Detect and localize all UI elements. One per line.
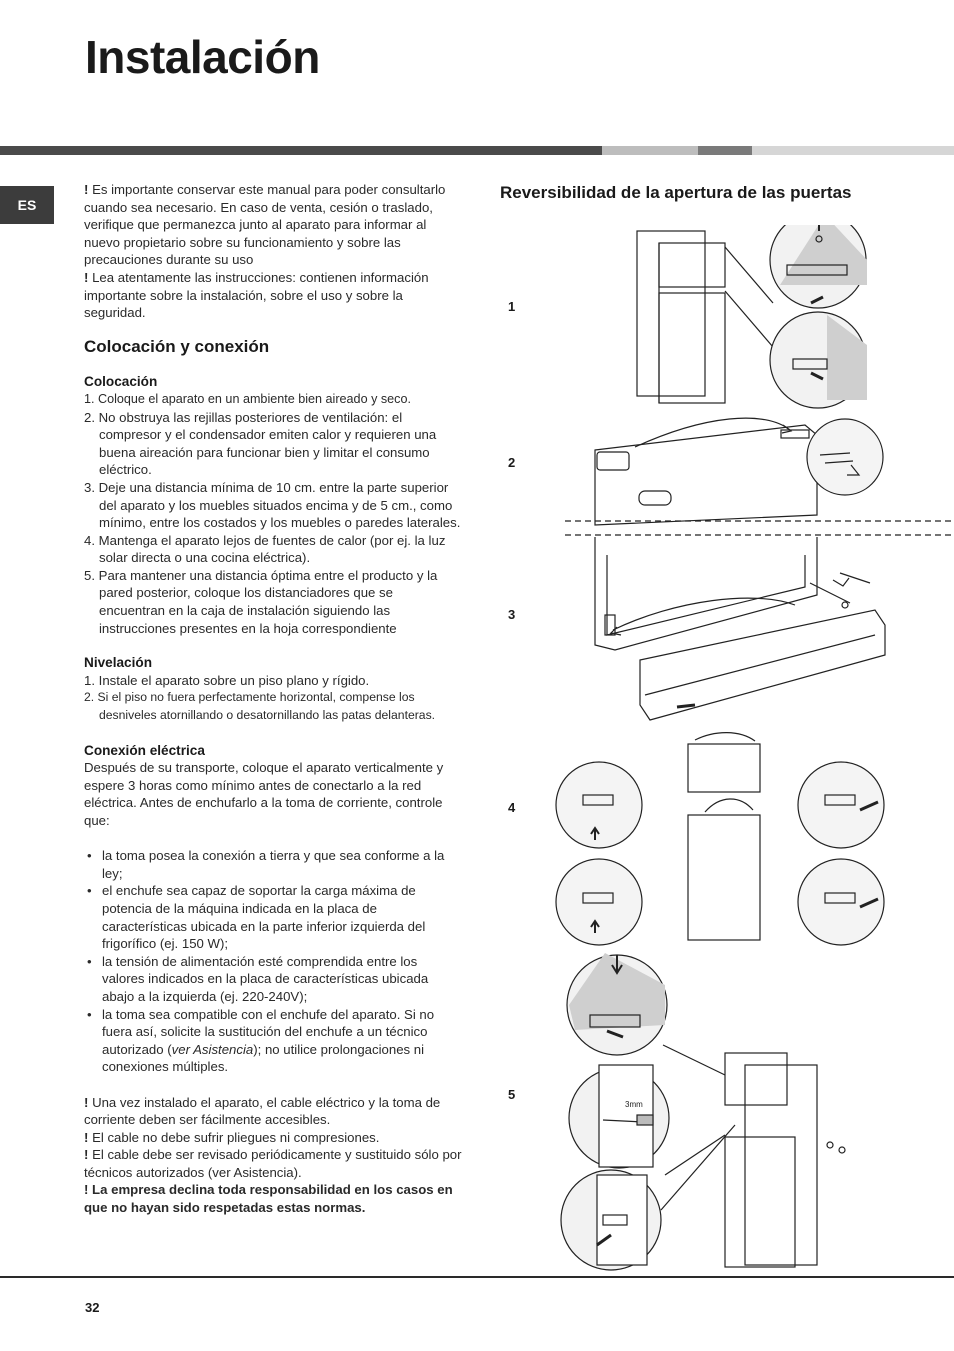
warning-mark: !: [84, 1147, 89, 1163]
note-text: El cable no debe sufrir pliegues ni compresiones.: [88, 1129, 380, 1145]
intro-text-2: Lea atentamente las instrucciones: contienen información importante sobre la instalación, sobre el uso y sobre la seguridad.: [84, 269, 429, 321]
subheading-colocacion: Colocación: [84, 374, 158, 390]
door-reversal-illustration: [555, 225, 954, 1277]
warning-mark: !: [84, 269, 89, 285]
step-number-1: 1: [508, 299, 516, 314]
list-item: [84, 1006, 462, 1076]
nivelacion-list: [84, 672, 462, 725]
colocacion-list: [84, 391, 462, 637]
warning-mark: !: [84, 1129, 89, 1145]
header-rule-dark: [0, 146, 602, 155]
list-item: • la tensión de alimentación esté comprendida entre los valores indicados en la placa de características ubicada abajo a la izquierda (ej. 220-240V);: [84, 953, 462, 1006]
step-number-2: 2: [508, 455, 516, 470]
subheading-conexion-electrica: Conexión eléctrica: [84, 742, 205, 758]
note-text: Una vez instalado el aparato, el cable eléctrico y la toma de corriente deben ser fácilmente accesibles.: [84, 1094, 441, 1128]
header-rule-pale: [752, 146, 954, 155]
footer-rule: [0, 1276, 954, 1278]
step-3-illustration: [595, 537, 885, 720]
conexion-intro: Después de su transporte, coloque el aparato verticalmente y espere 3 horas como mínimo antes de conectarlo a la red eléctrica. Antes de enchufarlo a la toma de corriente, controle que:: [84, 760, 444, 828]
bullet-text: la toma sea compatible con el enchufe del aparato. Si no fuera así, solicite la sustitución del enchufe a un técnico autorizado (: [102, 1006, 435, 1057]
bullet-text: ); no utilice prolongaciones ni conexiones múltiples.: [102, 1041, 425, 1075]
warning-mark: !: [84, 1094, 89, 1110]
step-2-illustration: [595, 418, 883, 525]
list-item: 1. Instale el aparato sobre un piso plano y rígido.: [84, 672, 370, 688]
list-item: 2. Si el piso no fuera perfectamente horizontal, compense los desniveles atornillando o desatornillando las patas delanteras.: [84, 690, 436, 723]
step-5-illustration: [561, 953, 845, 1270]
step-4-illustration: [556, 733, 884, 945]
bullet-italic-ref: ver Asistencia: [171, 1041, 254, 1057]
section-heading-colocacion-conexion: Colocación y conexión: [84, 336, 270, 356]
intro-text-1: Es importante conservar este manual para poder consultarlo cuando sea necesario. En caso de venta, cesión o traslado, verifique que permanezca junto al aparato para informar al nuevo propietario sobre su funcionamiento y sobre las precauciones durante su uso: [84, 182, 446, 268]
subheading-nivelacion: Nivelación: [84, 655, 152, 671]
page-title: Instalación: [85, 31, 320, 83]
list-item: 3. Deje una distancia mínima de 10 cm. entre la parte superior del aparato y los muebles situados encima y de 5 cm., como mínimo, entre los costados y los muebles o paredes laterales.: [84, 479, 461, 531]
step-1-illustration: [637, 225, 867, 408]
step-number-3: 3: [508, 607, 516, 622]
list-item: 4. Mantenga el aparato lejos de fuentes de calor (por ej. la luz solar directa o una cocina eléctrica).: [84, 532, 446, 566]
header-rule-light: [602, 146, 698, 155]
note-text: El cable debe ser revisado periódicamente y sustituido sólo por técnicos autorizados (ver Asistencia).: [84, 1147, 462, 1180]
dimension-label: 3mm: [625, 1100, 643, 1109]
note-1: [84, 1094, 462, 1129]
list-item: 1. Coloque el aparato en un ambiente bien aireado y seco.: [84, 391, 411, 406]
step-number-5: 5: [508, 1087, 516, 1102]
list-item: 2. No obstruya las rejillas posteriores de ventilación: el compresor y el condensador emiten calor y requieren una buena aireación para funcionar bien y limitar el consumo eléctrico.: [84, 409, 437, 478]
note-3: [84, 1146, 462, 1181]
list-item: 5. Para mantener una distancia óptima entre el producto y la pared posterior, coloque los distanciadores que se encuentran en la caja de instalación siguiendo las instrucciones presentes en la hoja correspondiente: [84, 567, 438, 636]
note-2: [84, 1129, 462, 1147]
section-heading-reversibilidad: Reversibilidad de la apertura de las puertas: [500, 183, 852, 202]
final-note: ! La empresa declina toda responsabilidad en los casos en que no hayan sido respetadas estas normas.: [84, 1182, 453, 1216]
intro-paragraph-1: [84, 181, 462, 269]
language-tab: ES: [0, 186, 54, 224]
conexion-bullets: [84, 847, 462, 1076]
list-item: • la toma posea la conexión a tierra y que sea conforme a la ley;: [84, 847, 462, 882]
page-number: 32: [85, 1300, 100, 1315]
left-column: [84, 181, 462, 1217]
list-item: • el enchufe sea capaz de soportar la carga máxima de potencia de la máquina indicada en la placa de características ubicada en la parte inferior izquierda del frigorífico (ej. 150 W);: [84, 882, 462, 952]
intro-paragraph-2: [84, 269, 462, 322]
header-rule-mid: [698, 146, 752, 155]
step-number-4: 4: [508, 800, 516, 815]
warning-mark: !: [84, 182, 89, 197]
